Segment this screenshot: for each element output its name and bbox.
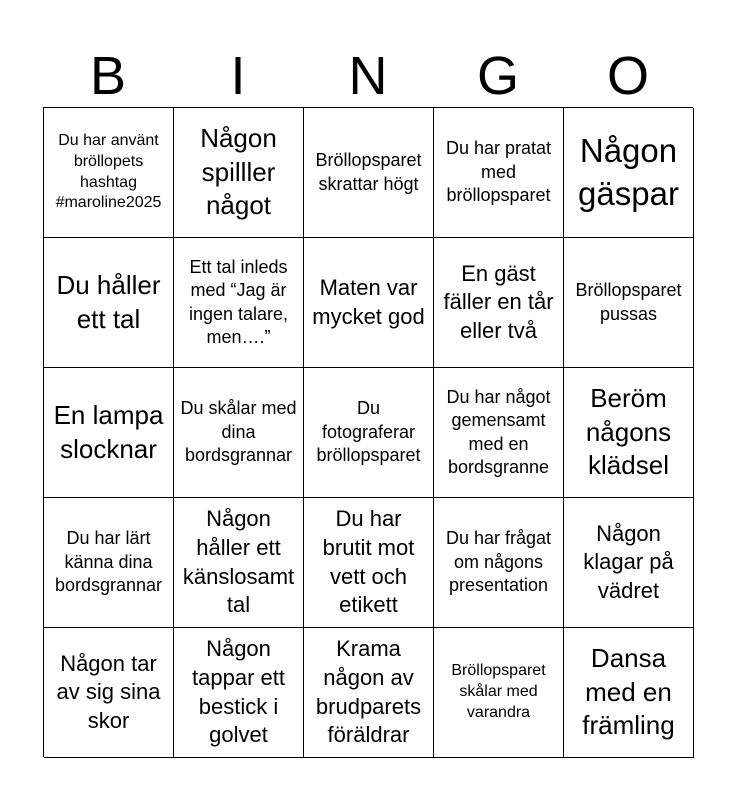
bingo-cell[interactable]: [174, 628, 304, 758]
cell-text: Du har använt bröllopets hashtag #maroline2025: [55, 131, 162, 212]
bingo-cell[interactable]: [174, 368, 304, 498]
bingo-cell[interactable]: [174, 108, 304, 238]
cell-text: Bröllopsparet skålar med varandra: [451, 662, 546, 721]
bingo-cell[interactable]: [564, 108, 694, 238]
bingo-cell[interactable]: [44, 238, 174, 368]
header-letter-i: I: [230, 46, 246, 106]
header-letter-o: O: [606, 46, 649, 106]
bingo-cell[interactable]: [434, 368, 564, 498]
bingo-cell[interactable]: [304, 628, 434, 758]
bingo-cell[interactable]: [44, 108, 174, 238]
header-letter-g: G: [476, 46, 519, 106]
cell-text: Ett tal inleds med “Jag är ingen talare, men….”: [188, 256, 289, 347]
cell-text: Du har pratat med bröllopsparet: [445, 138, 552, 206]
cell-text: Krama någon av brudparets föräldrar: [315, 636, 422, 748]
cell-text: Någon håller ett känslosamt tal: [182, 506, 295, 618]
bingo-cell[interactable]: [564, 498, 694, 628]
cell-text: Du har något gemensamt med en bordsgranne: [446, 386, 551, 477]
bingo-cell[interactable]: [304, 238, 434, 368]
bingo-cell[interactable]: [304, 498, 434, 628]
cell-text: Någon tappar ett bestick i golvet: [192, 636, 285, 748]
cell-text: Du har frågat om någons presentation: [445, 528, 552, 596]
cell-text: Du fotograferar bröllopsparet: [316, 398, 421, 466]
bingo-cell[interactable]: [564, 628, 694, 758]
bingo-cell[interactable]: [434, 498, 564, 628]
bingo-grid: [43, 107, 693, 757]
cell-text: Någon gäspar: [578, 131, 679, 212]
cell-text: Du har lärt känna dina bordsgrannar: [54, 528, 163, 596]
cell-text: Bröllopsparet skrattar högt: [315, 150, 422, 194]
header-letter-b: B: [89, 46, 127, 106]
bingo-cell[interactable]: [434, 628, 564, 758]
cell-text: Dansa med en främling: [582, 642, 675, 741]
bingo-cell[interactable]: [44, 628, 174, 758]
cell-text: Någon klagar på vädret: [583, 520, 674, 603]
bingo-cell[interactable]: [434, 108, 564, 238]
bingo-cell[interactable]: [174, 238, 304, 368]
cell-text: Beröm någons klädsel: [585, 382, 672, 481]
bingo-cell[interactable]: [304, 368, 434, 498]
header-letter-n: N: [348, 46, 388, 106]
bingo-cell[interactable]: [564, 238, 694, 368]
bingo-cell[interactable]: [304, 108, 434, 238]
cell-text: Bröllopsparet pussas: [575, 280, 682, 324]
cell-text: Maten var mycket god: [312, 274, 425, 329]
bingo-cell[interactable]: [174, 498, 304, 628]
cell-text: Någon tar av sig sina skor: [56, 650, 161, 733]
cell-text: Du håller ett tal: [56, 269, 161, 334]
bingo-cell[interactable]: [564, 368, 694, 498]
bingo-cell[interactable]: [434, 238, 564, 368]
cell-text: En gäst fäller en tår eller två: [443, 260, 554, 343]
cell-text: Du skålar med dina bordsgrannar: [180, 398, 297, 466]
bingo-header: [43, 45, 693, 107]
cell-text: En lampa slocknar: [53, 399, 164, 464]
bingo-cell[interactable]: [44, 498, 174, 628]
cell-text: Någon spilller något: [200, 122, 277, 221]
cell-text: Du har brutit mot vett och etikett: [322, 506, 415, 618]
bingo-cell[interactable]: [44, 368, 174, 498]
